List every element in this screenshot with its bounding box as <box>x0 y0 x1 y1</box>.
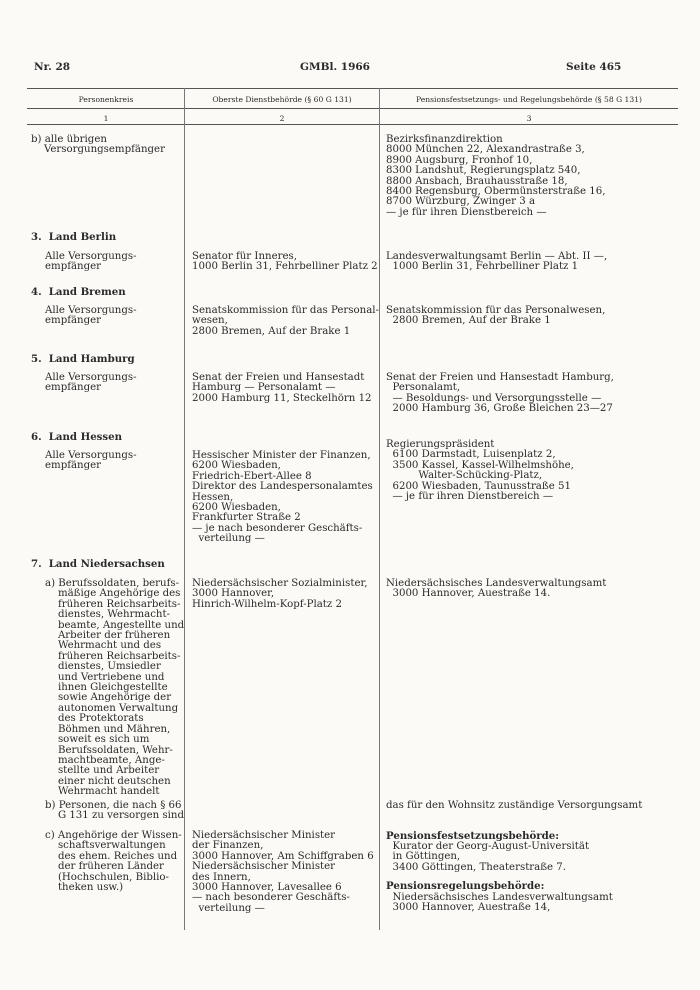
pensionsfestsetzungsbehoerde-heading: Pensionsfestsetzungsbehörde: <box>386 830 560 842</box>
column-divider-2 <box>379 88 380 930</box>
page-label: Seite 465 <box>566 61 622 73</box>
pensionsregelungsbehoerde-address: Niedersächsisches Landesverwaltungsamt 3000 Hannover, Auestraße 14, <box>392 892 613 914</box>
column-number-1: 1 <box>103 114 109 123</box>
row-bremen-dienstbehoerde: Senatskommission für das Personal- wesen, 2800 Bremen, Auf der Brake 1 <box>192 305 379 337</box>
row-niedersachsen-c-personenkreis: c) Angehörige der Wissen- schaftsverwaltungen des ehem. Reiches und der früheren Länder (Hochschulen, Biblio- theken usw.) <box>45 830 182 894</box>
row-niedersachsen-b-pensionsbehoerde: das für den Wohnsitz zuständige Versorgungsamt <box>386 800 643 811</box>
row-hessen-pensionsbehoerde: Regierungspräsident 6100 Darmstadt, Luisenplatz 2, 3500 Kassel, Kassel-Wilhelmshöhe, Walter-Schücking-Platz, 6200 Wiesbaden, Taunusstraße 51 — je für ihren Dienstbereich — <box>386 439 574 503</box>
column-number-2: 2 <box>279 114 285 123</box>
section-title-bremen: 4. Land Bremen <box>31 286 126 298</box>
table-top-rule <box>27 88 678 89</box>
row-hamburg-dienstbehoerde: Senat der Freien und Hansestadt Hamburg — Personalamt — 2000 Hamburg 11, Steckelhörn 12 <box>192 372 372 404</box>
page-number: Nr. 28 <box>34 61 71 73</box>
section-title-niedersachsen: 7. Land Niedersachsen <box>31 558 165 570</box>
column-header-pensionsbehoerde: Pensionsfestsetzungs- und Regelungsbehörde (§ 58 G 131) <box>415 95 643 104</box>
section-title-hessen: 6. Land Hessen <box>31 431 123 443</box>
row-hamburg-pensionsbehoerde: Senat der Freien und Hansestadt Hamburg, Personalamt, — Besoldungs- und Versorgungsstelle — 2000 Hamburg 36, Große Bleichen 23—27 <box>386 372 614 415</box>
row-bayern-b-pensionsbehoerde: Bezirksfinanzdirektion 8000 München 22, Alexandrastraße 3, 8900 Augsburg, Fronhof 10, 8300 Landshut, Regierungsplatz 540, 8800 Ansbach, Brauhausstraße 18, 8400 Regensburg, Obermünsterstraße 16, 8700 Würzburg, Zwinger 3 a — je für ihren Dienstbereich — <box>386 134 606 218</box>
row-niedersachsen-b-personenkreis: b) Personen, die nach § 66 G 131 zu versorgen sind <box>45 800 184 822</box>
row-niedersachsen-c-dienstbehoerde: Niedersächsischer Minister der Finanzen, 3000 Hannover, Am Schiffgraben 6 Niedersächsischer Minister des Innern, 3000 Hannover, Lavesallee 6 — nach besonderer Geschäfts- verteilung — <box>192 830 374 914</box>
row-hessen-personenkreis: Alle Versorgungs- empfänger <box>45 450 137 472</box>
row-bayern-b-personenkreis: b) alle übrigen Versorgungsempfänger <box>31 134 165 156</box>
row-niedersachsen-a-personenkreis: a) Berufssoldaten, berufs- mäßige Angehörige des früheren Reichsarbeits- dienstes, Wehrmacht- beamte, Angestellte und Arbeiter der früheren Wehrmacht und des früheren Reichsarbeits- dienstes, Umsiedler und Vertriebene und ihnen Gleichgestellte sowie Angehörige der autonomen Verwaltung des Protektorats Böhmen und Mähren, soweit es sich um Berufssoldaten, Wehr- machtbeamte, Ange- stellte und Arbeiter einer nicht deutschen Wehrmacht handelt <box>45 578 185 798</box>
row-bremen-personenkreis: Alle Versorgungs- empfänger <box>45 305 137 327</box>
row-bremen-pensionsbehoerde: Senatskommission für das Personalwesen, 2800 Bremen, Auf der Brake 1 <box>386 305 606 327</box>
section-title-hamburg: 5. Land Hamburg <box>31 353 135 365</box>
row-hessen-dienstbehoerde: Hessischer Minister der Finanzen, 6200 Wiesbaden, Friedrich-Ebert-Allee 8 Direktor des Landespersonalamtes Hessen, 6200 Wiesbaden, Frankfurter Straße 2 — je nach besonderer Geschäfts- verteilung — <box>192 450 373 545</box>
row-berlin-pensionsbehoerde: Landesverwaltungsamt Berlin — Abt. II —, 1000 Berlin 31, Fehrbelliner Platz 1 <box>386 251 608 273</box>
row-niedersachsen-a-dienstbehoerde: Niedersächsischer Sozialminister, 3000 Hannover, Hinrich-Wilhelm-Kopf-Platz 2 <box>192 578 368 610</box>
header-rule <box>27 108 678 109</box>
column-header-dienstbehoerde: Oberste Dienstbehörde (§ 60 G 131) <box>212 95 352 104</box>
pensionsfestsetzungsbehoerde-address: Kurator der Georg-August-Universität in Göttingen, 3400 Göttingen, Theaterstraße 7. <box>392 841 590 873</box>
column-number-3: 3 <box>526 114 532 123</box>
pensionsregelungsbehoerde-heading: Pensionsregelungsbehörde: <box>386 880 545 892</box>
row-hamburg-personenkreis: Alle Versorgungs- empfänger <box>45 372 137 394</box>
column-header-personenkreis: Personenkreis <box>78 95 134 104</box>
publication-title: GMBl. 1966 <box>300 61 370 73</box>
row-niedersachsen-a-pensionsbehoerde: Niedersächsisches Landesverwaltungsamt 3000 Hannover, Auestraße 14. <box>386 578 607 600</box>
row-berlin-personenkreis: Alle Versorgungs- empfänger <box>45 251 137 273</box>
column-divider-1 <box>184 88 185 930</box>
column-number-rule <box>27 124 678 125</box>
section-title-berlin: 3. Land Berlin <box>31 231 117 243</box>
row-berlin-dienstbehoerde: Senator für Inneres, 1000 Berlin 31, Fehrbelliner Platz 2 <box>192 251 378 273</box>
